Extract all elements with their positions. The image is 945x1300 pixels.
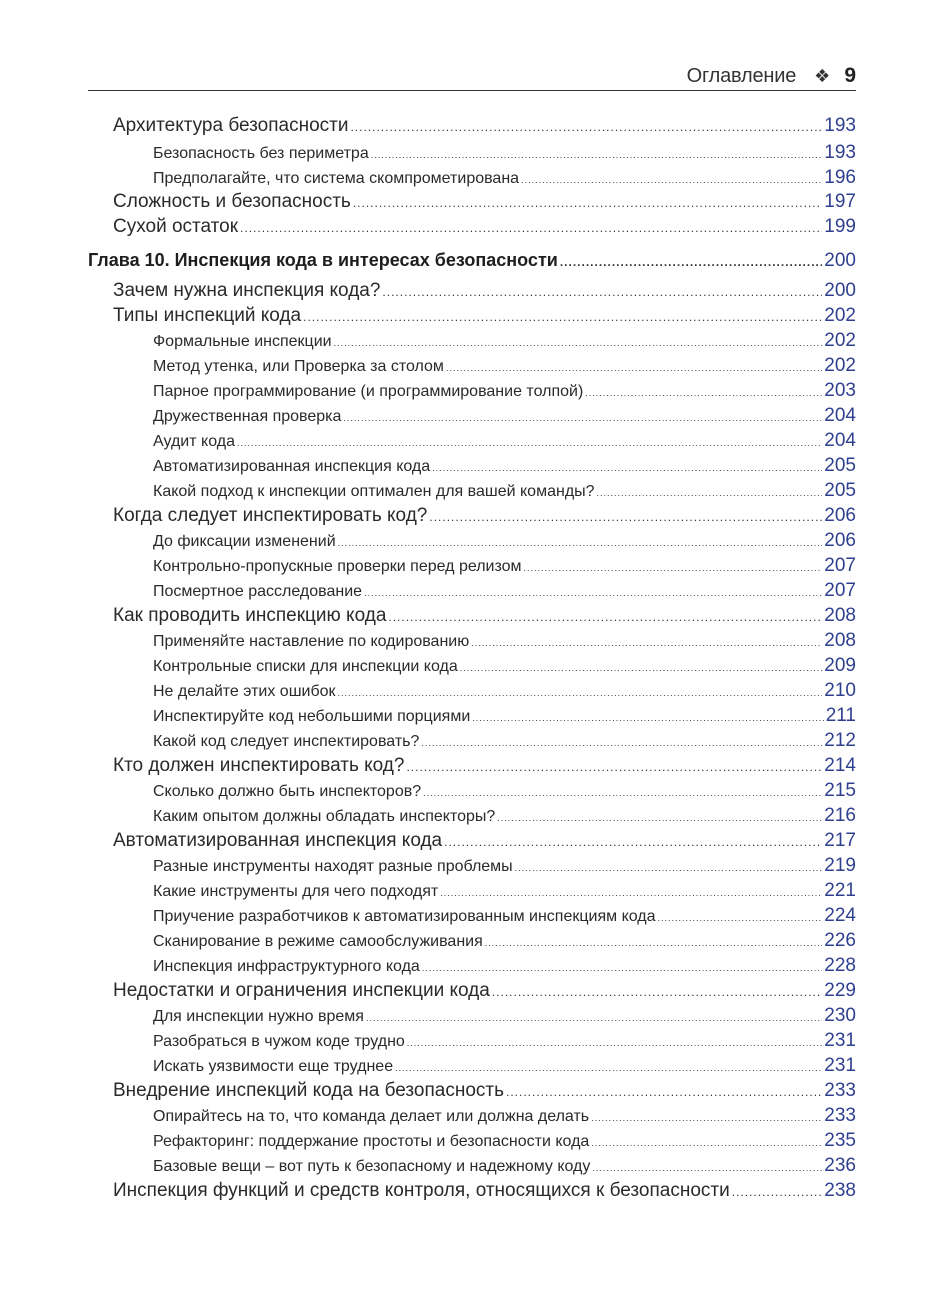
dot-leader xyxy=(237,438,822,448)
section-entry xyxy=(113,1180,856,1202)
dot-leader xyxy=(446,363,822,373)
entry-page-number: 210 xyxy=(824,680,856,701)
dot-leader xyxy=(524,563,823,573)
entry-page-number: 230 xyxy=(824,1005,856,1026)
section-entry xyxy=(113,830,856,852)
entry-page-number: 202 xyxy=(824,355,856,376)
dot-leader xyxy=(350,120,822,134)
dot-leader xyxy=(591,1113,822,1123)
dot-leader xyxy=(492,985,822,999)
subsection-entry xyxy=(153,1105,856,1127)
section-entry xyxy=(113,505,856,527)
dot-leader xyxy=(240,221,822,235)
entry-page-number: 214 xyxy=(824,755,856,776)
dot-leader xyxy=(422,963,822,973)
entry-title: Разобраться в чужом коде трудно xyxy=(153,1033,405,1050)
entry-page-number: 202 xyxy=(824,330,856,351)
section-entry xyxy=(113,216,856,238)
entry-title: Формальные инспекции xyxy=(153,333,332,350)
entry-page-number: 212 xyxy=(824,730,856,751)
entry-title: Как проводить инспекцию кода xyxy=(113,605,387,626)
dot-leader xyxy=(444,835,822,849)
dot-leader xyxy=(382,285,822,299)
page-number: 9 xyxy=(844,64,856,87)
dot-leader xyxy=(472,713,823,723)
entry-page-number: 193 xyxy=(824,115,856,136)
entry-title: Применяйте наставление по кодированию xyxy=(153,633,470,650)
dot-leader xyxy=(343,413,822,423)
subsection-entry xyxy=(153,1055,856,1077)
entry-page-number: 205 xyxy=(824,455,856,476)
entry-page-number: 193 xyxy=(824,142,856,163)
subsection-entry xyxy=(153,1130,856,1152)
subsection-entry xyxy=(153,330,856,352)
entry-page-number: 233 xyxy=(824,1105,856,1126)
entry-page-number: 233 xyxy=(824,1080,856,1101)
entry-title: Искать уязвимости еще труднее xyxy=(153,1058,394,1075)
dot-leader xyxy=(560,255,822,269)
entry-page-number: 235 xyxy=(824,1130,856,1151)
dot-leader xyxy=(366,1013,822,1023)
entry-page-number: 208 xyxy=(824,630,856,651)
dot-leader xyxy=(460,663,823,673)
entry-page-number: 200 xyxy=(824,280,856,301)
dot-leader xyxy=(388,610,822,624)
section-entry xyxy=(113,755,856,777)
dot-leader xyxy=(303,310,822,324)
dot-leader xyxy=(732,1185,823,1199)
entry-page-number: 219 xyxy=(824,855,856,876)
dot-leader xyxy=(497,813,822,823)
subsection-entry xyxy=(153,955,856,977)
entry-page-number: 200 xyxy=(824,250,856,271)
subsection-entry xyxy=(153,167,856,189)
entry-page-number: 236 xyxy=(824,1155,856,1176)
dot-leader xyxy=(485,938,823,948)
subsection-entry xyxy=(153,780,856,802)
dot-leader xyxy=(597,488,823,498)
entry-title: Когда следует инспектировать код? xyxy=(113,505,428,526)
section-entry xyxy=(113,115,856,137)
entry-title: Каким опытом должны обладать инспекторы? xyxy=(153,808,496,825)
dot-leader xyxy=(515,863,823,873)
subsection-entry xyxy=(153,142,856,164)
dot-leader xyxy=(421,738,822,748)
dot-leader xyxy=(371,150,823,160)
subsection-entry xyxy=(153,930,856,952)
entry-page-number: 224 xyxy=(824,905,856,926)
entry-title: Контрольно-пропускные проверки перед релизом xyxy=(153,558,522,575)
entry-title: Базовые вещи – вот путь к безопасному и надежному коду xyxy=(153,1158,591,1175)
entry-title: Посмертное расследование xyxy=(153,583,363,600)
entry-page-number: 221 xyxy=(824,880,856,901)
subsection-entry xyxy=(153,480,856,502)
subsection-entry xyxy=(153,1030,856,1052)
entry-title: Контрольные списки для инспекции кода xyxy=(153,658,458,675)
section-entry xyxy=(113,1080,856,1102)
entry-title: Не делайте этих ошибок xyxy=(153,683,336,700)
subsection-entry xyxy=(153,655,856,677)
entry-page-number: 229 xyxy=(824,980,856,1001)
subsection-entry xyxy=(153,1155,856,1177)
entry-title: Разные инструменты находят разные проблемы xyxy=(153,858,513,875)
section-entry xyxy=(113,605,856,627)
entry-title: Архитектура безопасности xyxy=(113,115,349,136)
entry-title: Автоматизированная инспекция кода xyxy=(153,458,431,475)
entry-title: Какие инструменты для чего подходят xyxy=(153,883,439,900)
dot-leader xyxy=(395,1063,822,1073)
dot-leader xyxy=(506,1085,822,1099)
subsection-entry xyxy=(153,880,856,902)
entry-title: Опирайтесь на то, что команда делает или должна делать xyxy=(153,1108,590,1125)
dot-leader xyxy=(585,388,822,398)
subsection-entry xyxy=(153,580,856,602)
entry-title: Какой код следует инспектировать? xyxy=(153,733,420,750)
section-entry xyxy=(113,191,856,213)
entry-title: Инспекция инфраструктурного кода xyxy=(153,958,420,975)
entry-page-number: 209 xyxy=(824,655,856,676)
entry-title: Инспекция функций и средств контроля, относящихся к безопасности xyxy=(113,1180,730,1201)
subsection-entry xyxy=(153,730,856,752)
section-entry xyxy=(113,305,856,327)
entry-page-number: 206 xyxy=(824,505,856,526)
entry-title: Недостатки и ограничения инспекции кода xyxy=(113,980,490,1001)
entry-page-number: 205 xyxy=(824,480,856,501)
entry-title: Сухой остаток xyxy=(113,216,239,237)
dot-leader xyxy=(521,175,822,185)
entry-title: Кто должен инспектировать код? xyxy=(113,755,405,776)
entry-page-number: 197 xyxy=(824,191,856,212)
entry-page-number: 207 xyxy=(824,580,856,601)
entry-page-number: 206 xyxy=(824,530,856,551)
subsection-entry xyxy=(153,680,856,702)
dot-leader xyxy=(423,788,822,798)
subsection-entry xyxy=(153,405,856,427)
entry-page-number: 199 xyxy=(824,216,856,237)
running-head xyxy=(687,64,856,88)
subsection-entry xyxy=(153,555,856,577)
dot-leader xyxy=(364,588,822,598)
entry-page-number: 228 xyxy=(824,955,856,976)
subsection-entry xyxy=(153,630,856,652)
entry-title: Дружественная проверка xyxy=(153,408,342,425)
entry-title: Какой подход к инспекции оптимален для вашей команды? xyxy=(153,483,595,500)
entry-title: Зачем нужна инспекция кода? xyxy=(113,280,381,301)
entry-page-number: 216 xyxy=(824,805,856,826)
subsection-entry xyxy=(153,705,856,727)
entry-page-number: 231 xyxy=(824,1030,856,1051)
entry-page-number: 208 xyxy=(824,605,856,626)
entry-page-number: 204 xyxy=(824,405,856,426)
entry-title: Рефакторинг: поддержание простоты и безопасности кода xyxy=(153,1133,590,1150)
subsection-entry xyxy=(153,855,856,877)
page-header xyxy=(88,60,856,91)
entry-title: Автоматизированная инспекция кода xyxy=(113,830,443,851)
dot-leader xyxy=(338,688,823,698)
dot-leader xyxy=(334,338,823,348)
entry-page-number: 203 xyxy=(824,380,856,401)
entry-title: Сложность и безопасность xyxy=(113,191,351,212)
subsection-entry xyxy=(153,805,856,827)
entry-title: Инспектируйте код небольшими порциями xyxy=(153,708,471,725)
entry-page-number: 231 xyxy=(824,1055,856,1076)
entry-title: До фиксации изменений xyxy=(153,533,336,550)
subsection-entry xyxy=(153,380,856,402)
ornament-icon: ❖ xyxy=(814,66,831,87)
chapter-entry xyxy=(88,250,856,272)
entry-title: Сколько должно быть инспекторов? xyxy=(153,783,422,800)
dot-leader xyxy=(338,538,823,548)
entry-title: Аудит кода xyxy=(153,433,235,450)
entry-title: Сканирование в режиме самообслуживания xyxy=(153,933,483,950)
entry-title: Для инспекции нужно время xyxy=(153,1008,364,1025)
subsection-entry xyxy=(153,355,856,377)
section-entry xyxy=(113,980,856,1002)
entry-page-number: 217 xyxy=(824,830,856,851)
dot-leader xyxy=(591,1138,822,1148)
subsection-entry xyxy=(153,430,856,452)
subsection-entry xyxy=(153,530,856,552)
entry-page-number: 204 xyxy=(824,430,856,451)
entry-title: Приучение разработчиков к автоматизированным инспекциям кода xyxy=(153,908,656,925)
dot-leader xyxy=(353,196,822,210)
entry-page-number: 202 xyxy=(824,305,856,326)
dot-leader xyxy=(440,888,822,898)
entry-title: Парное программирование (и программирование толпой) xyxy=(153,383,584,400)
entry-page-number: 226 xyxy=(824,930,856,951)
entry-page-number: 207 xyxy=(824,555,856,576)
entry-title: Типы инспекций кода xyxy=(113,305,302,326)
entry-title: Глава 10. Инспекция кода в интересах безопасности xyxy=(88,250,558,270)
dot-leader xyxy=(592,1163,822,1173)
entry-title: Внедрение инспекций кода на безопасность xyxy=(113,1080,504,1101)
section-entry xyxy=(113,280,856,302)
dot-leader xyxy=(432,463,822,473)
subsection-entry xyxy=(153,1005,856,1027)
dot-leader xyxy=(471,638,822,648)
dot-leader xyxy=(658,913,823,923)
entry-title: Безопасность без периметра xyxy=(153,145,369,162)
entry-page-number: 215 xyxy=(824,780,856,801)
entry-page-number: 196 xyxy=(824,167,856,188)
entry-title: Метод утенка, или Проверка за столом xyxy=(153,358,444,375)
dot-leader xyxy=(429,510,822,524)
entry-title: Предполагайте, что система скомпрометирована xyxy=(153,170,520,187)
entry-page-number: 211 xyxy=(825,705,856,726)
entry-page-number: 238 xyxy=(824,1180,856,1201)
dot-leader xyxy=(407,1038,823,1048)
section-title: Оглавление xyxy=(686,65,797,87)
subsection-entry xyxy=(153,905,856,927)
dot-leader xyxy=(406,760,822,774)
subsection-entry xyxy=(153,455,856,477)
